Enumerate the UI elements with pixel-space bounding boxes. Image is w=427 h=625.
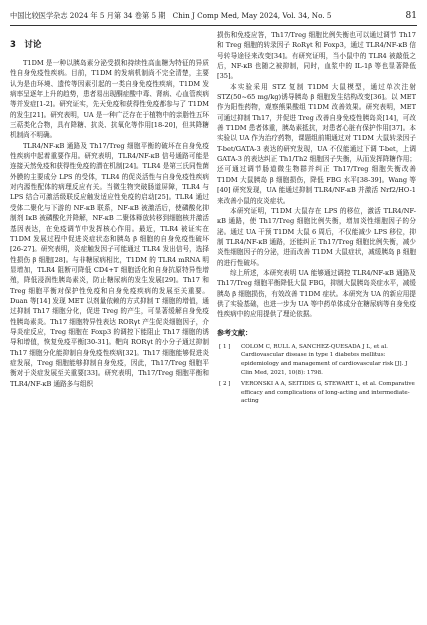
paragraph: 损伤和免疫应答，Th17/Treg 细胞比例失衡也可以通过调节 Th17 和 Treg 细胞的转录因子 RoRγt 和 Foxp3，通过 TLR4/NF-κB 信号转导途径来改变[34]。有研究证明，当小鼠中的 TLR4 被敲低之后，NF-κB 也随之被抑制，同时，血浆中的 IL-1β 等也显著降低[35]。: [217, 31, 416, 81]
right-column: [217, 30, 416, 618]
references-title: 参考文献：: [217, 328, 252, 337]
reference-number: [ 1 ]: [219, 343, 231, 350]
paragraph: 本实验采用 STZ 复制 T1DM 大鼠模型，通过单次注射 STZ(50~65 mg/kg)诱导胰岛 β 细胞发生结构改变[36]。以 MET 作为阳性药物，观察熊果酸组 T1DM 改善效果。研究表明，MET 可通过抑制 Th17，并促进 Treg 改善自身免疫性胰岛炎[14]，可改善 T1DM 患者体重，胰岛素抵抗，对患者心脏有保护作用[37]。本实验以 UA 作为治疗药物，课题组前期通过对 T1DM 大鼠转录因子 T-bet/GATA-3 表达的研究发现，UA 不仅能通过下调 T-bet，上调 GATA-3 的表达纠正 Th1/Th2 细胞因子失衡，从而发挥降糖作用；还可通过调节肠道微生物群并纠正 Th17/Treg 细胞失衡改善 T1DM 大鼠胰岛 β 细胞损伤，降低 FBG 水平[38-39]。Wang 等[40] 研究发现，UA 能通过抑制 TLR4/NF-κB 并激活 Nrf2/HO-1 来改善小鼠的皮炎症状。: [217, 82, 416, 205]
reference-text: COLOM C, RULL A, SANCHEZ-QUESADA J L, et al. Cardiovascular disease in type 1 diabetes mellitus: epidemiology and management of cardiovascular risk [J]. J Clin Med, 2021, 10(8): 1798.: [241, 343, 408, 377]
page-number: 81: [405, 11, 417, 21]
left-column: [10, 30, 209, 618]
page-header: [10, 9, 417, 23]
reference-text: VERONSKI A A, SEITIDIS G, STEWART L, et al. Comparative efficacy and complications of long-acting and intermediate-acting: [241, 380, 415, 405]
journal-citation: 中国比较医学杂志 2024 年 5 月第 34 卷第 5 期 Chin J Comp Med, May 2024, Vol. 34, No. 5: [10, 11, 332, 20]
reference-number: [ 2 ]: [219, 380, 231, 387]
paragraph: 综上所述，本研究表明 UA 能够通过调控 TLR4/NF-κB 通路及 Th17/Treg 细胞平衡降低大鼠 FBG，抑制大鼠胰岛炎症水平，减缓胰岛 β 细胞损伤，有效改善 T1DM 症状。本研究为 UA 的新应用提供了实验基础，也进一步为 UA 等中药单体成分在糖尿病等自身免疫性疾病中的应用提供了理论依据。: [217, 268, 416, 319]
paragraph: 本研究证明，T1DM 大鼠存在 LPS 的移位，激活 TLR4/NF-κB 通路，使 Th17/Treg 细胞比例失衡，增加炎性细胞因子的分泌。通过 UA 干预 T1DM 大鼠 6 周后，不仅能减少 LPS 移位，抑制 TLR4/NF-κB 通路，还能纠正 Th17/Treg 细胞比例失衡，减少炎性细胞因子的分泌，进而改善 T1DM 大鼠症状，减缓胰岛 β 细胞的进行性破坏。: [217, 206, 416, 267]
reference-item: [217, 343, 416, 378]
paragraph: TLR4/NF-κB 通路及 Th17/Treg 细胞平衡的破坏在自身免疫性疾病中起着重要作用。研究表明，TLR4/NF-κB 信号通路可能是连接天然免疫和获得性免疫的潜在机制[24]。TLR4 是第三氏同性菌外膜的主要成分 LPS 的受体，TLR4 的促炎活性与自身免疫性疾病对内源性配体的病理反应有关。当微生物突破肠道屏障，TLR4 与 LPS 结合可激活级联反应触发适应性免疫的启动[25]。TLR4 通过受体二聚化与下游的 NF-κB 联系，NF-κB 被激活后，使磷酸化抑制剂 IκB 被磷酸化并降解，NF-κB 二聚体释放转移到细胞核并激活基因表达，在免疫调节中发挥核心作用。最近，TLR4 被证实在 T1DM 发展过程中促进炎症状态和胰岛 β 细胞的自身免疫性破坏[26-27]。研究表明，炎症触发因子可能通过 TLR4 发出信号，选择性损伤 β 细胞[28]。与非糖尿病相比，T1DM 的 TLR4 mRNA 明显增加，TLR4 阻断可降低 CD4+T 细胞活化和自身抗原特异性增殖，降低浸润性胰岛素炎，防止糖尿病的发生发展[29]。Th17 和 Treg 细胞平衡对保护性免疫和自身免疫疾病的发展至关重要。Duan 等[14] 发现 MET 以剂量依赖的方式抑制 T 细胞的增值，通过抑制 Th17 细胞分化，促进 Treg 的产生，可显著缓解自身免疫性胰岛素炎。Th17 细胞特异性表达 RORγt 产生促炎细胞因子，介导炎症反应，Treg 细胞在 Foxp3 的调控下能阻止 Th17 细胞的诱导和增值，恢复免疫平衡[30-31]。靶向 RORγt 的小分子通过抑制 Th17 细胞分化能抑制自身免疫性疾病[32]。Th17 细胞能够促进炎症发展，Treg 细胞能够抑制自身免疫，因此，Th17/Treg 细胞平衡对于炎症发展至关重要[33]。研究表明，Th17/Treg 细胞平衡和 TLR4/NF-κB 通路多与组织: [10, 141, 209, 388]
section-title: 3 讨论: [10, 40, 42, 50]
header-rule: [10, 25, 417, 26]
reference-item: [217, 380, 416, 406]
paragraph: T1DM 是一种以胰岛素分泌受损和持续性高血糖为特征的异质性自身免疫性疾病。目前，T1DM 的发病机制尚不完全清楚，主要认为是由环境、遗传等因素引起的一类自身免疫性疾病，T1DM 发病率呈逐年上升的趋势，患者易出现酮症酸中毒、肾病、心血管疾病等并发症[1-2]。研究证实，先天免疫和获得性免疫都参与了 T1DM 的发生[21]。研究表明，UA 是一种广泛存在于植物中的亲脂性五环三萜类化合物，具有降糖、抗炎、抗氧化等作用[18-20]，但其降糖机制尚不明确。: [10, 59, 209, 140]
